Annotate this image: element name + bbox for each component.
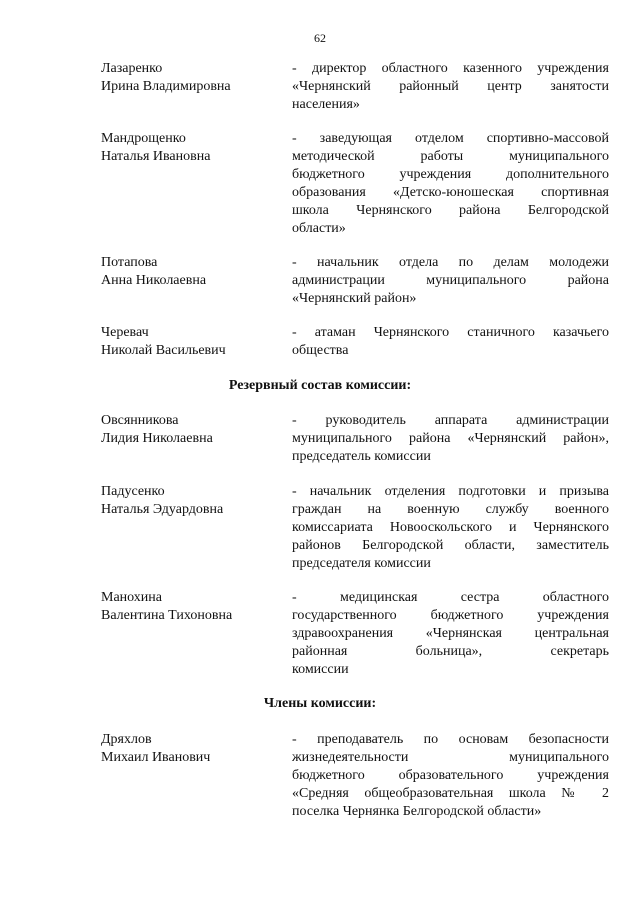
member-surname: Манохина xyxy=(101,590,163,605)
position-line: председателя комиссии xyxy=(292,556,431,571)
position-line: поселка Чернянка Белгородской области» xyxy=(292,804,542,819)
member-position xyxy=(292,60,609,114)
member-surname: Овсянникова xyxy=(101,413,179,428)
member-surname: Дряхлов xyxy=(101,732,152,747)
position-line: общества xyxy=(292,343,349,358)
member-name xyxy=(101,130,281,166)
position-line: районная больница», секретарь xyxy=(292,644,609,659)
member-given-names: Наталья Ивановна xyxy=(101,149,211,164)
member-surname: Черевач xyxy=(101,325,149,340)
member-position xyxy=(292,254,609,308)
member-name xyxy=(101,731,281,767)
position-line: здравоохранения «Чернянская центральная xyxy=(292,626,609,641)
position-line: - преподаватель по основам безопасности xyxy=(292,732,609,747)
position-line: бюджетного учреждения дополнительного xyxy=(292,167,609,182)
position-line: «Средняя общеобразовательная школа № 2 xyxy=(292,786,609,801)
member-position xyxy=(292,589,609,679)
position-line: «Чернянский районный центр занятости xyxy=(292,79,609,94)
position-line: администрации муниципального района xyxy=(292,273,609,288)
member-given-names: Валентина Тихоновна xyxy=(101,608,233,623)
member-position xyxy=(292,731,609,821)
position-line: граждан на военную службу военного xyxy=(292,502,609,517)
member-name xyxy=(101,324,281,360)
position-line: - атаман Чернянского станичного казачьего xyxy=(292,325,609,340)
member-given-names: Анна Николаевна xyxy=(101,273,207,288)
member-name xyxy=(101,589,281,625)
section-heading-members: Члены комиссии: xyxy=(263,696,377,711)
position-line: районов Белгородской области, заместитель xyxy=(292,538,609,553)
position-line: - руководитель аппарата администрации xyxy=(292,413,609,428)
position-line: - начальник отдела по делам молодежи xyxy=(292,255,609,270)
member-position xyxy=(292,483,609,573)
position-line: муниципального района «Чернянский район», xyxy=(292,431,609,446)
position-line: области» xyxy=(292,221,346,236)
member-given-names: Наталья Эдуардовна xyxy=(101,502,224,517)
member-given-names: Ирина Владимировна xyxy=(101,79,231,94)
member-given-names: Лидия Николаевна xyxy=(101,431,213,446)
position-line: государственного бюджетного учреждения xyxy=(292,608,609,623)
position-line: методической работы муниципального xyxy=(292,149,609,164)
member-surname: Мандрощенко xyxy=(101,131,186,146)
position-line: - директор областного казенного учреждения xyxy=(292,61,609,76)
member-position xyxy=(292,130,609,238)
position-line: - начальник отделения подготовки и призыва xyxy=(292,484,609,499)
member-surname: Лазаренко xyxy=(101,61,163,76)
member-surname: Падусенко xyxy=(101,484,165,499)
position-line: «Чернянский район» xyxy=(292,291,417,306)
page-number: 62 xyxy=(314,31,326,45)
member-name xyxy=(101,60,281,96)
member-name xyxy=(101,254,281,290)
position-line: - медицинская сестра областного xyxy=(292,590,609,605)
member-given-names: Михаил Иванович xyxy=(101,750,211,765)
member-position xyxy=(292,412,609,466)
member-surname: Потапова xyxy=(101,255,158,270)
position-line: бюджетного образовательного учреждения xyxy=(292,768,609,783)
member-given-names: Николай Васильевич xyxy=(101,343,226,358)
position-line: комиссии xyxy=(292,662,349,677)
position-line: населения» xyxy=(292,97,360,112)
member-name xyxy=(101,483,281,519)
member-position xyxy=(292,324,609,360)
section-heading-reserve: Резервный состав комиссии: xyxy=(228,378,412,393)
position-line: образования «Детско-юношеская спортивная xyxy=(292,185,609,200)
member-name xyxy=(101,412,281,448)
position-line: школа Чернянского района Белгородской xyxy=(292,203,609,218)
position-line: председатель комиссии xyxy=(292,449,431,464)
position-line: жизнедеятельности муниципального xyxy=(292,750,609,765)
position-line: - заведующая отделом спортивно-массовой xyxy=(292,131,609,146)
position-line: комиссариата Новооскольского и Чернянского xyxy=(292,520,609,535)
